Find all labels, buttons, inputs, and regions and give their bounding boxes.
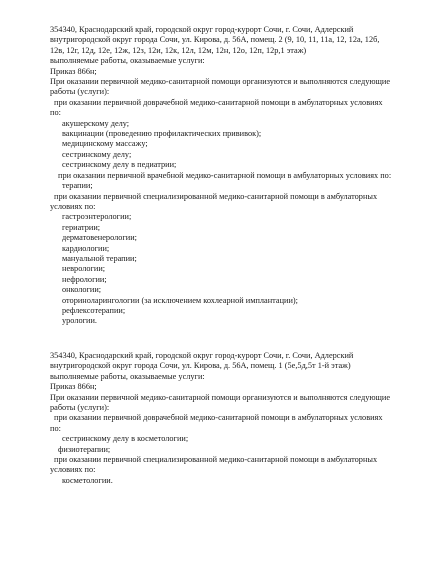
category-line: при оказании первичной врачебной медико-санитарной помощи в амбулаторных условиях по: <box>58 170 392 180</box>
service-item: терапии; <box>62 181 93 191</box>
service-item: оториноларингологии (за исключением кохлеарной имплантации); <box>62 295 298 305</box>
service-item: мануальной терапии; <box>62 253 137 263</box>
service-item: кардиологии; <box>62 243 110 253</box>
service-item: урологии. <box>62 316 97 326</box>
order-reference: Приказ 866н; <box>50 382 97 392</box>
text-line: работы (услуги): <box>50 87 110 97</box>
category-line: при оказании первичной специализированной медико-санитарной помощи в амбулаторных <box>54 455 378 465</box>
category-line: условиях по: <box>50 201 96 211</box>
service-item: медицинскому массажу; <box>62 139 148 149</box>
service-item: акушерскому делу; <box>62 118 130 128</box>
category-line: при оказании первичной доврачебной медико-санитарной помощи в амбулаторных условиях <box>54 413 383 423</box>
address-line: 354340, Краснодарский край, городской округ город-курорт Сочи, г. Сочи, Адлерский <box>50 351 354 360</box>
service-item: гериатрии; <box>62 222 101 232</box>
category-line: по: <box>50 423 61 433</box>
service-item: гастроэнтерологии; <box>62 212 132 222</box>
address-line: 354340, Краснодарский край, городской округ город-курорт Сочи, г. Сочи, Адлерский <box>50 25 354 34</box>
category-line: при оказании первичной специализированной медико-санитарной помощи в амбулаторных <box>54 191 378 201</box>
license-address-block-1 <box>50 25 398 327</box>
service-item: физиотерапии; <box>58 444 111 454</box>
license-address-block-2 <box>50 351 398 486</box>
service-item: нефрологии; <box>62 274 107 284</box>
text-line: При оказании первичной медико-санитарной помощи организуются и выполняются следующие <box>50 392 391 402</box>
service-item: косметологии. <box>62 475 113 485</box>
service-item: вакцинации (проведению профилактических прививок); <box>62 129 262 139</box>
category-line: при оказании первичной доврачебной медико-санитарной помощи в амбулаторных условиях <box>54 97 383 107</box>
service-item: онкологии; <box>62 285 102 295</box>
category-line: по: <box>50 108 61 118</box>
service-item: сестринскому делу в педиатрии; <box>62 160 177 170</box>
service-item: рефлексотерапии; <box>62 305 126 315</box>
address-line: внутригородской округ города Сочи, ул. Кирова, д. 56А, помещ. 2 (9, 10, 11, 11а, 12, 12а, 12б, <box>50 35 380 45</box>
text-line: При оказании первичной медико-санитарной помощи организуются и выполняются следующие <box>50 77 391 87</box>
service-item: дерматовенерологии; <box>62 233 137 243</box>
service-item: сестринскому делу; <box>62 149 132 159</box>
service-item: сестринскому делу в косметологии; <box>62 434 189 444</box>
order-reference: Приказ 866н; <box>50 66 97 76</box>
address-line: внутригородской округ города Сочи, ул. Кирова, д. 56А, помещ. 1 (5е,5д,5т 1-й этаж) <box>50 361 351 371</box>
service-item: неврологии; <box>62 264 106 274</box>
category-line: условиях по: <box>50 465 96 475</box>
address-line: 12в, 12г, 12д, 12е, 12ж, 12з, 12и, 12к, 12л, 12м, 12н, 12о, 12п, 12р,1 этаж) <box>50 45 307 55</box>
text-line: работы (услуги): <box>50 403 110 413</box>
services-heading: выполняемые работы, оказываемые услуги: <box>50 371 205 381</box>
services-heading: выполняемые работы, оказываемые услуги: <box>50 56 205 66</box>
